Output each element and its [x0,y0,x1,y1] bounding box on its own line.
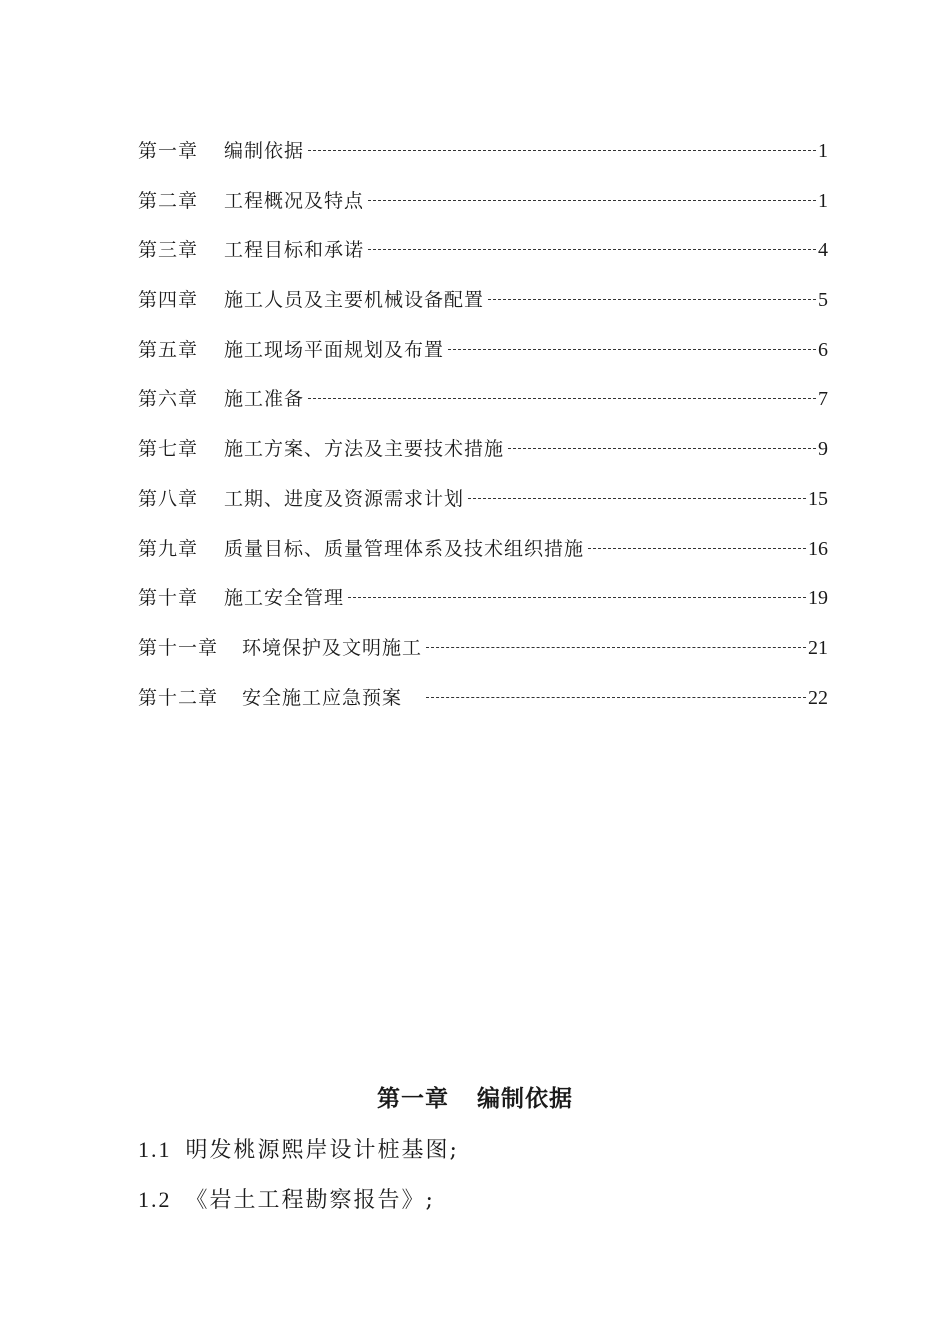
toc-entry-10[interactable] [138,583,828,633]
toc-chapter-label: 第三章 [138,239,199,262]
chapter-heading [0,1080,950,1113]
toc-title: 施工方案、方法及主要技术措施 [224,438,505,461]
basis-item-number: 1.2 [138,1187,172,1212]
toc-page-number: 1 [818,189,828,212]
toc-title: 施工安全管理 [224,587,345,610]
toc-entry-3[interactable] [138,235,828,285]
basis-item-text: 《岩土工程勘察报告》; [185,1188,435,1213]
toc-leader [488,299,816,300]
toc-title: 施工人员及主要机械设备配置 [224,289,485,312]
toc-title: 工程概况及特点 [224,189,365,212]
toc-page-number: 15 [808,487,828,510]
toc-page-number: 5 [818,289,828,312]
toc-chapter-label: 第二章 [138,189,199,212]
toc-page-number: 9 [818,438,828,461]
toc-leader [468,498,806,499]
toc-leader [448,349,816,350]
toc-title: 质量目标、质量管理体系及技术组织措施 [224,537,585,560]
toc-page-number: 16 [808,537,828,560]
toc-chapter-label: 第八章 [138,487,199,510]
table-of-contents [138,136,828,732]
toc-entry-12[interactable] [138,683,828,733]
toc-entry-5[interactable] [138,335,828,385]
chapter-heading-title: 编制依据 [477,1086,573,1112]
toc-title: 工程目标和承诺 [224,239,365,262]
toc-chapter-label: 第十二章 [138,686,219,709]
toc-leader [308,150,816,151]
toc-chapter-label: 第四章 [138,289,199,312]
toc-title: 编制依据 [224,140,305,162]
toc-title: 工期、进度及资源需求计划 [224,487,465,510]
chapter-heading-number: 第一章 [377,1086,449,1112]
toc-leader [588,548,806,549]
toc-chapter-label: 第五章 [138,338,199,361]
toc-entry-6[interactable] [138,384,828,434]
toc-title: 安全施工应急预案 [242,686,403,709]
toc-page-number: 4 [818,239,828,262]
toc-entry-7[interactable] [138,434,828,484]
toc-leader [368,249,816,250]
toc-page-number: 22 [808,686,828,709]
toc-entry-2[interactable] [138,186,828,236]
toc-leader [308,398,816,399]
toc-leader [508,448,816,449]
toc-leader [348,597,806,598]
basis-item-number: 1.1 [138,1137,172,1162]
toc-leader [426,697,806,698]
toc-title: 施工准备 [224,388,305,411]
toc-entry-11[interactable] [138,633,828,683]
basis-item-text: 明发桃源熙岸设计桩基图; [185,1138,459,1163]
basis-item-2 [138,1183,435,1214]
toc-leader [368,200,816,201]
toc-chapter-label: 第十一章 [138,636,219,659]
toc-page-number: 6 [818,338,828,361]
toc-chapter-label: 第七章 [138,438,199,461]
toc-page-number: 1 [818,140,828,162]
toc-title: 施工现场平面规划及布置 [224,338,445,361]
toc-chapter-label: 第十章 [138,587,199,610]
toc-title: 环境保护及文明施工 [242,636,423,659]
toc-chapter-label: 第九章 [138,537,199,560]
toc-entry-9[interactable] [138,534,828,584]
toc-entry-4[interactable] [138,285,828,335]
toc-page-number: 21 [808,636,828,659]
toc-chapter-label: 第六章 [138,388,199,411]
toc-page-number: 19 [808,587,828,610]
toc-entry-1[interactable] [138,136,828,186]
basis-item-1 [138,1133,459,1164]
toc-chapter-label: 第一章 [138,140,199,162]
toc-page-number: 7 [818,388,828,411]
toc-leader [426,647,806,648]
toc-entry-8[interactable] [138,484,828,534]
